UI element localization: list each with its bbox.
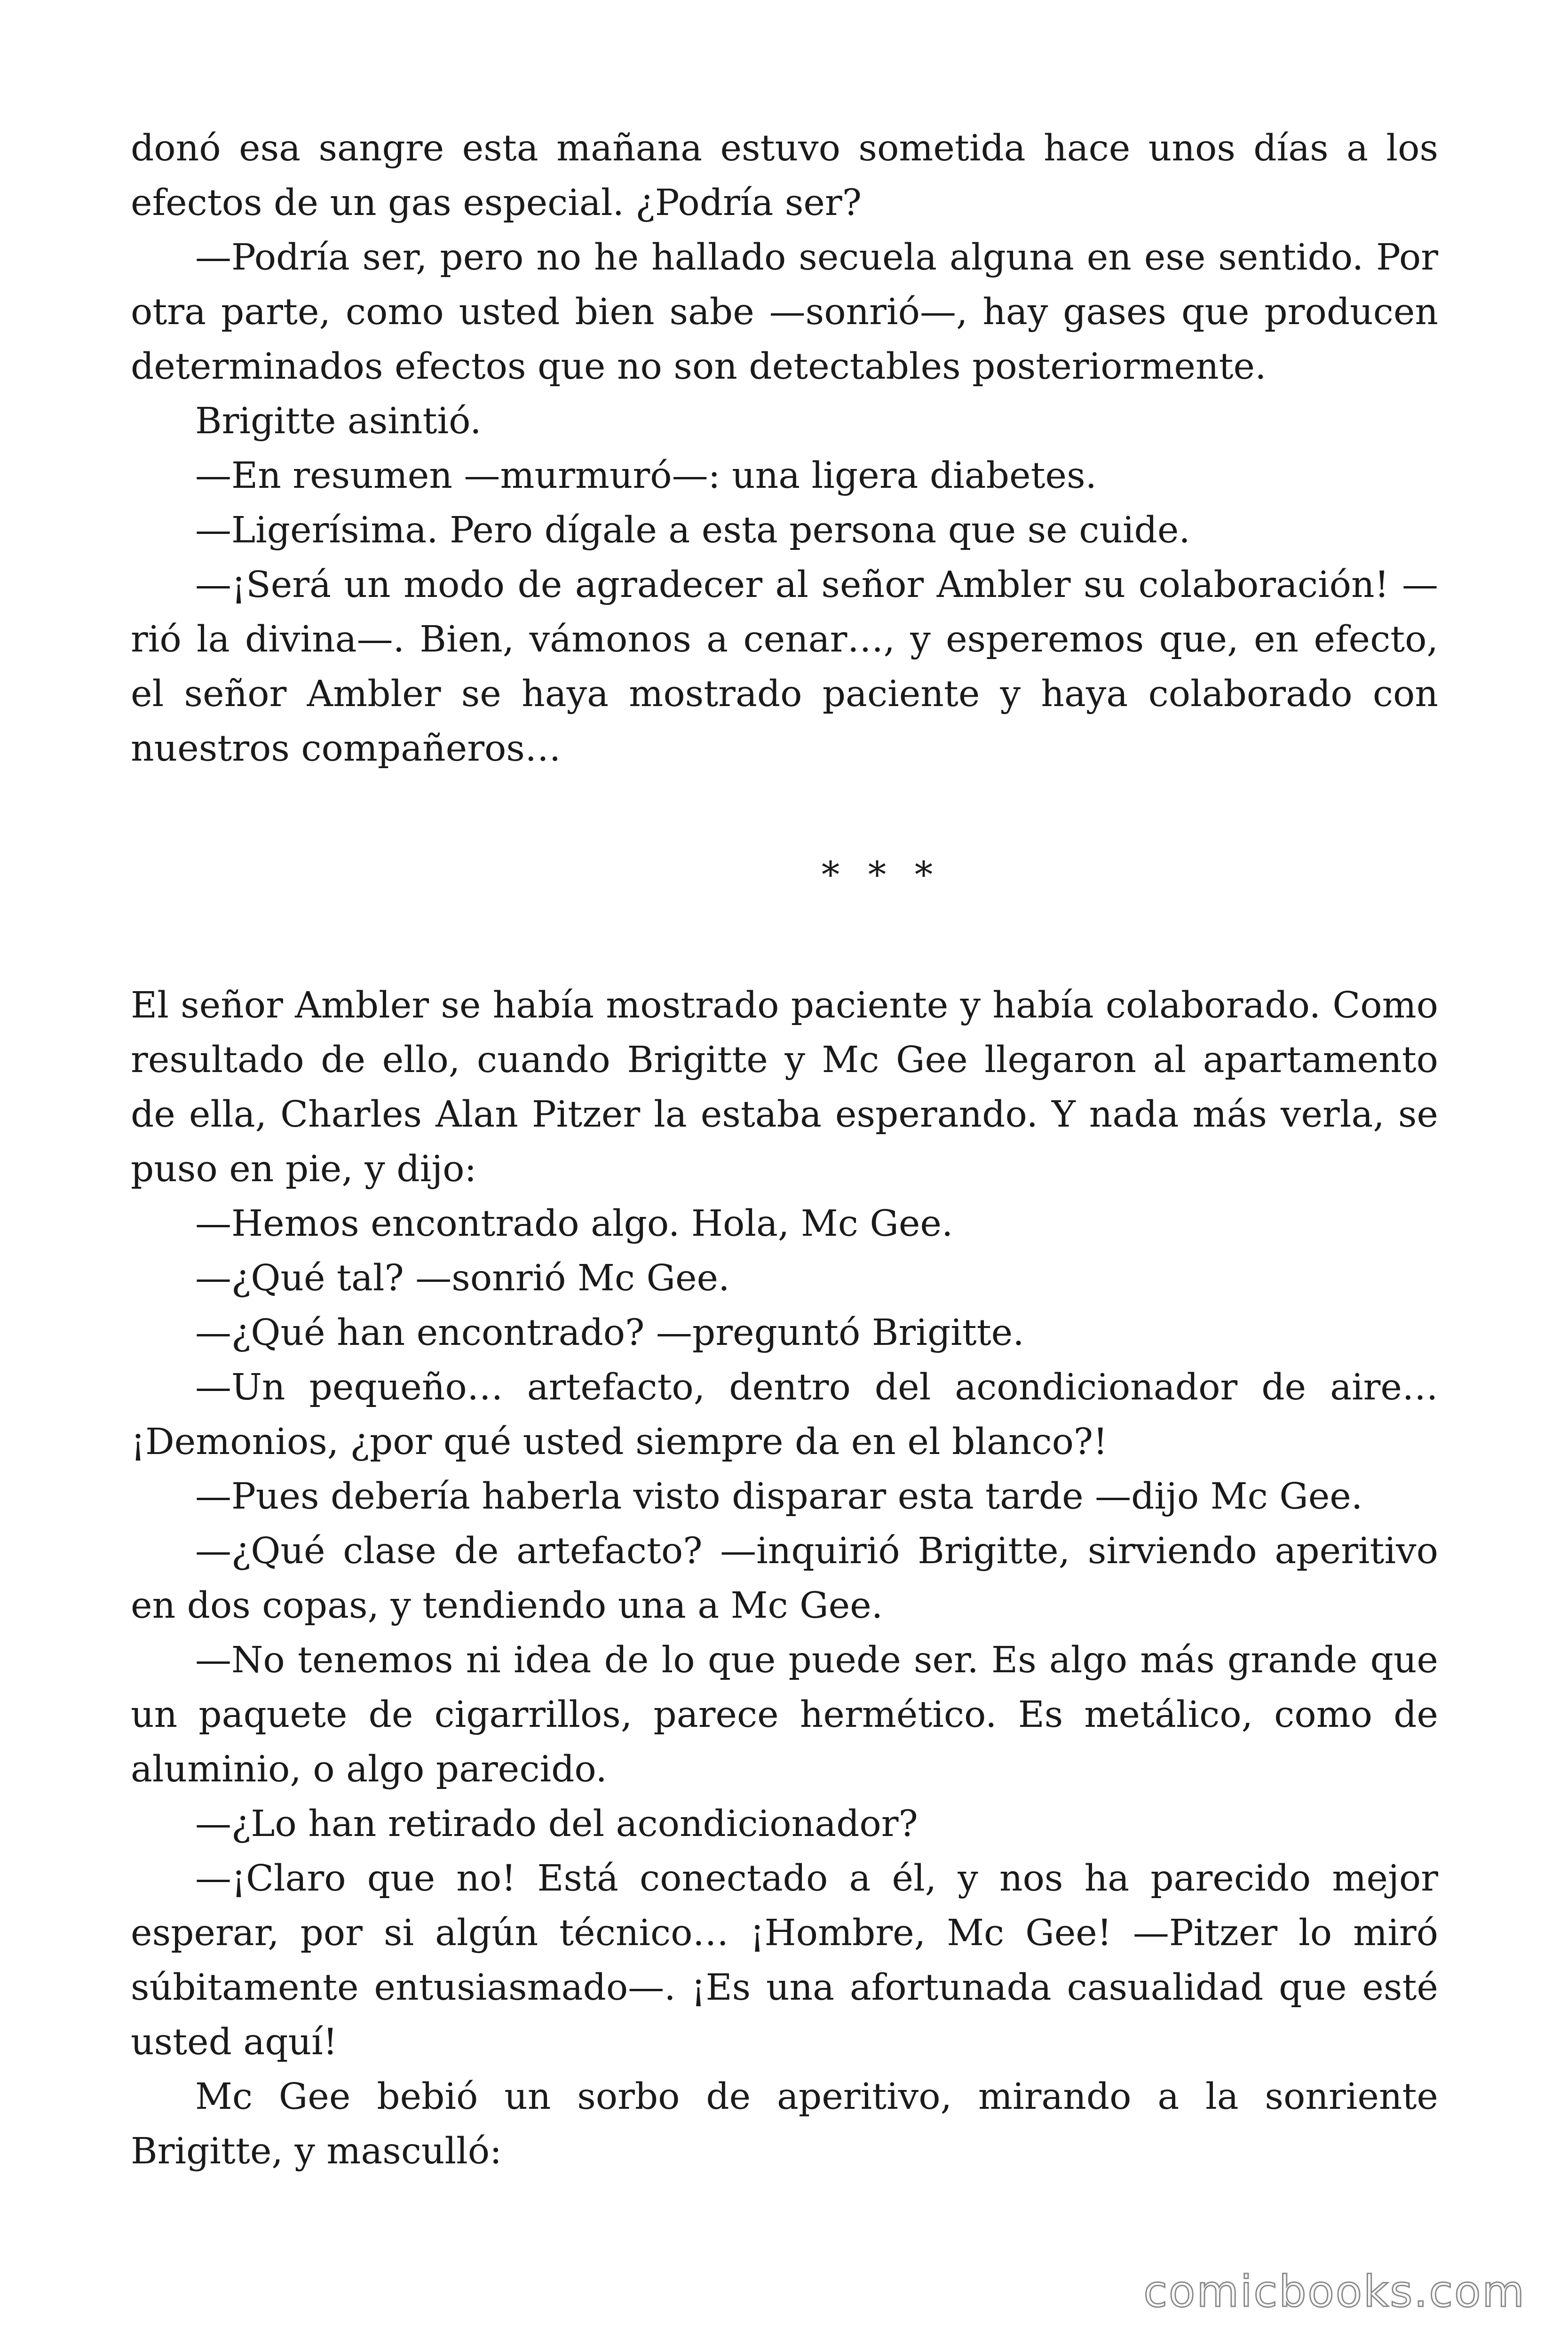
paragraph: —Podría ser, pero no he hallado secuela alguna en ese sentido. Por otra parte, como usted bien sabe —sonrió—, hay gases que producen determinados efectos que no son detectables posteriormente. <box>131 237 1438 388</box>
paragraph: El señor Ambler se había mostrado paciente y había colaborado. Como resultado de ello, cuando Brigitte y Mc Gee llegaron al apartamento de ella, Charles Alan Pitzer la estaba esperando. Y nada más verla, se puso en pie, y dijo: <box>131 985 1438 1190</box>
paragraph: —¡Será un modo de agradecer al señor Ambler su colaboración! —rió la divina—. Bien, vámonos a cenar…, y esperemos que, en efecto, el señor Ambler se haya mostrado paciente y haya colaborado con nuestros compañeros… <box>131 564 1438 770</box>
scene-break-asterisks: * * * <box>821 854 942 896</box>
scene-break <box>131 776 1438 978</box>
paragraph: Mc Gee bebió un sorbo de aperitivo, mirando a la sonriente Brigitte, y masculló: <box>131 2076 1438 2172</box>
watermark-logo: comicbooks.com <box>1143 2266 1526 2317</box>
paragraph: —Un pequeño… artefacto, dentro del acondicionador de aire… ¡Demonios, ¿por qué usted siempre da en el blanco?! <box>131 1367 1438 1463</box>
paragraph: —Ligerísima. Pero dígale a esta persona que se cuide. <box>195 509 1190 551</box>
text-section-1 <box>131 121 1438 776</box>
paragraph: —¿Qué tal? —sonrió Mc Gee. <box>195 1257 730 1299</box>
paragraph: —Pues debería haberla visto disparar esta tarde —dijo Mc Gee. <box>195 1476 1363 1518</box>
book-page <box>131 121 1438 2179</box>
paragraph: Brigitte asintió. <box>195 400 482 442</box>
paragraph: —No tenemos ni idea de lo que puede ser. Es algo más grande que un paquete de cigarrillos, parece hermético. Es metálico, como de aluminio, o algo parecido. <box>131 1639 1438 1790</box>
paragraph: —¿Qué han encontrado? —preguntó Brigitte. <box>195 1312 1024 1354</box>
paragraph: —¿Qué clase de artefacto? —inquirió Brigitte, sirviendo aperitivo en dos copas, y tendiendo una a Mc Gee. <box>131 1530 1438 1627</box>
paragraph: donó esa sangre esta mañana estuvo sometida hace unos días a los efectos de un gas especial. ¿Podría ser? <box>131 127 1438 224</box>
paragraph: —¿Lo han retirado del acondicionador? <box>195 1803 918 1845</box>
paragraph: —En resumen —murmuró—: una ligera diabetes. <box>195 455 1097 497</box>
text-section-2 <box>131 978 1438 2179</box>
paragraph: —¡Claro que no! Está conectado a él, y nos ha parecido mejor esperar, por si algún técnico… ¡Hombre, Mc Gee! —Pitzer lo miró súbitamente entusiasmado—. ¡Es una afortunada casualidad que esté usted aquí! <box>131 1858 1438 2063</box>
paragraph: —Hemos encontrado algo. Hola, Mc Gee. <box>195 1203 953 1245</box>
